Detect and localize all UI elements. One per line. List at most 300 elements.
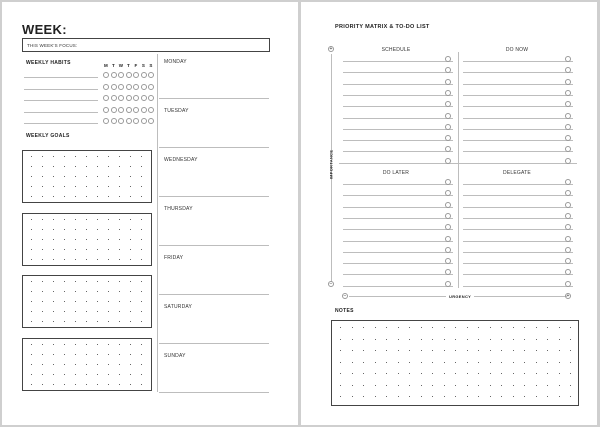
grid-dot <box>141 291 142 292</box>
todo-checkbox[interactable] <box>445 158 451 164</box>
todo-line[interactable] <box>463 72 573 73</box>
grid-dot <box>64 259 65 260</box>
habit-checkbox[interactable] <box>133 84 139 90</box>
grid-dot <box>97 354 98 355</box>
grid-dot <box>478 373 479 374</box>
grid-dot <box>97 249 98 250</box>
day-label-sunday: SUNDAY <box>164 353 186 359</box>
day-bottom-line <box>159 245 269 246</box>
goal-box[interactable] <box>22 338 152 391</box>
grid-dot <box>75 186 76 187</box>
todo-checkbox[interactable] <box>445 236 451 242</box>
grid-dot <box>363 373 364 374</box>
grid-dot <box>75 156 76 157</box>
grid-dot <box>524 350 525 351</box>
todo-line[interactable] <box>463 286 573 287</box>
todo-line[interactable] <box>343 140 453 141</box>
habit-checkbox[interactable] <box>141 72 147 78</box>
habit-checkbox[interactable] <box>126 107 132 113</box>
todo-line[interactable] <box>463 229 573 230</box>
grid-dot <box>86 364 87 365</box>
todo-checkbox[interactable] <box>565 56 571 62</box>
habit-checkbox[interactable] <box>141 107 147 113</box>
todo-line[interactable] <box>463 184 573 185</box>
grid-dot <box>141 281 142 282</box>
grid-dot <box>64 176 65 177</box>
grid-dot <box>141 166 142 167</box>
grid-dot <box>31 301 32 302</box>
grid-dot <box>108 364 109 365</box>
grid-dot <box>130 219 131 220</box>
grid-dot <box>97 196 98 197</box>
grid-dot <box>108 281 109 282</box>
grid-dot <box>53 374 54 375</box>
notes-area[interactable] <box>331 320 579 406</box>
grid-dot <box>490 396 491 397</box>
grid-dot <box>421 362 422 363</box>
todo-line[interactable] <box>463 274 573 275</box>
importance-label: IMPORTANCE <box>328 149 334 180</box>
grid-dot <box>86 229 87 230</box>
grid-dot <box>444 339 445 340</box>
grid-dot <box>478 396 479 397</box>
habit-checkbox[interactable] <box>126 118 132 124</box>
grid-dot <box>108 156 109 157</box>
quadrant-do-later-label: DO LATER <box>382 170 410 176</box>
grid-dot <box>75 219 76 220</box>
grid-dot <box>386 339 387 340</box>
grid-dot <box>130 281 131 282</box>
grid-dot <box>42 156 43 157</box>
day-label-friday: FRIDAY <box>164 255 184 261</box>
habit-checkbox[interactable] <box>118 95 124 101</box>
habit-checkbox[interactable] <box>141 95 147 101</box>
grid-dot <box>570 396 571 397</box>
grid-dot <box>421 350 422 351</box>
grid-dot <box>444 327 445 328</box>
todo-line[interactable] <box>343 118 453 119</box>
grid-dot <box>75 239 76 240</box>
grid-dot <box>108 321 109 322</box>
grid-dot <box>141 176 142 177</box>
todo-line[interactable] <box>463 207 573 208</box>
todo-line[interactable] <box>343 207 453 208</box>
grid-dot <box>97 311 98 312</box>
todo-checkbox[interactable] <box>565 158 571 164</box>
left-page <box>2 2 298 425</box>
grid-dot <box>398 362 399 363</box>
grid-dot <box>97 229 98 230</box>
habit-checkbox[interactable] <box>118 118 124 124</box>
todo-line[interactable] <box>343 195 453 196</box>
todo-checkbox[interactable] <box>445 90 451 96</box>
grid-dot <box>340 373 341 374</box>
grid-dot <box>86 354 87 355</box>
habit-checkbox[interactable] <box>148 72 154 78</box>
grid-dot <box>409 350 410 351</box>
grid-dot <box>86 344 87 345</box>
grid-dot <box>398 385 399 386</box>
todo-checkbox[interactable] <box>565 179 571 185</box>
grid-dot <box>421 396 422 397</box>
grid-dot <box>119 344 120 345</box>
grid-dot <box>86 186 87 187</box>
grid-dot <box>375 385 376 386</box>
grid-dot <box>97 344 98 345</box>
grid-dot <box>130 249 131 250</box>
grid-dot <box>432 339 433 340</box>
matrix-vertical-divider <box>458 52 459 288</box>
grid-dot <box>352 373 353 374</box>
todo-line[interactable] <box>343 218 453 219</box>
grid-dot <box>501 373 502 374</box>
grid-dot <box>64 291 65 292</box>
grid-dot <box>119 291 120 292</box>
todo-checkbox[interactable] <box>445 56 451 62</box>
grid-dot <box>119 156 120 157</box>
todo-checkbox[interactable] <box>445 124 451 130</box>
todo-checkbox[interactable] <box>565 113 571 119</box>
todo-checkbox[interactable] <box>565 236 571 242</box>
weekly-focus-label: THIS WEEK'S FOCUS: <box>27 43 78 48</box>
grid-dot <box>467 350 468 351</box>
grid-dot <box>570 362 571 363</box>
grid-dot <box>570 373 571 374</box>
grid-dot <box>75 364 76 365</box>
grid-dot <box>119 374 120 375</box>
grid-dot <box>478 362 479 363</box>
grid-dot <box>421 385 422 386</box>
habit-checkbox[interactable] <box>111 107 117 113</box>
grid-dot <box>130 344 131 345</box>
todo-line[interactable] <box>463 163 573 164</box>
grid-dot <box>42 239 43 240</box>
todo-line[interactable] <box>463 84 573 85</box>
grid-dot <box>467 339 468 340</box>
goal-box[interactable] <box>22 213 152 266</box>
grid-dot <box>141 229 142 230</box>
grid-dot <box>119 239 120 240</box>
grid-dot <box>42 364 43 365</box>
day-bottom-line <box>159 98 269 99</box>
todo-line[interactable] <box>463 61 573 62</box>
grid-dot <box>455 362 456 363</box>
grid-dot <box>340 327 341 328</box>
grid-dot <box>97 166 98 167</box>
grid-dot <box>559 362 560 363</box>
grid-dot <box>75 384 76 385</box>
todo-line[interactable] <box>343 106 453 107</box>
grid-dot <box>53 354 54 355</box>
todo-line[interactable] <box>463 263 573 264</box>
grid-dot <box>141 311 142 312</box>
grid-dot <box>467 362 468 363</box>
grid-dot <box>547 373 548 374</box>
grid-dot <box>141 259 142 260</box>
grid-dot <box>42 321 43 322</box>
grid-dot <box>31 176 32 177</box>
habit-checkbox[interactable] <box>103 118 109 124</box>
grid-dot <box>501 339 502 340</box>
todo-line[interactable] <box>343 72 453 73</box>
grid-dot <box>467 396 468 397</box>
weekday-letter: F <box>134 63 138 68</box>
grid-dot <box>108 384 109 385</box>
goal-box[interactable] <box>22 275 152 328</box>
grid-dot <box>130 229 131 230</box>
todo-checkbox[interactable] <box>445 202 451 208</box>
habit-checkbox[interactable] <box>126 95 132 101</box>
habit-checkbox[interactable] <box>118 84 124 90</box>
todo-line[interactable] <box>343 95 453 96</box>
grid-dot <box>119 384 120 385</box>
habit-checkbox[interactable] <box>133 95 139 101</box>
habit-checkbox[interactable] <box>111 84 117 90</box>
habit-checkbox[interactable] <box>111 118 117 124</box>
todo-checkbox[interactable] <box>565 213 571 219</box>
todo-line[interactable] <box>463 195 573 196</box>
grid-dot <box>375 327 376 328</box>
urgency-plus-icon: + <box>566 293 570 299</box>
todo-checkbox[interactable] <box>565 79 571 85</box>
habit-checkbox[interactable] <box>148 84 154 90</box>
day-label-tuesday: TUESDAY <box>164 108 189 114</box>
weekly-focus-field[interactable] <box>22 38 270 52</box>
todo-checkbox[interactable] <box>445 113 451 119</box>
grid-dot <box>501 385 502 386</box>
grid-dot <box>455 339 456 340</box>
habit-checkbox[interactable] <box>118 72 124 78</box>
habit-checkbox[interactable] <box>103 84 109 90</box>
todo-checkbox[interactable] <box>565 202 571 208</box>
todo-line[interactable] <box>343 252 453 253</box>
habit-checkbox[interactable] <box>133 107 139 113</box>
todo-checkbox[interactable] <box>445 281 451 287</box>
grid-dot <box>570 339 571 340</box>
grid-dot <box>42 281 43 282</box>
todo-line[interactable] <box>343 151 453 152</box>
grid-dot <box>86 196 87 197</box>
todo-checkbox[interactable] <box>445 79 451 85</box>
grid-dot <box>559 339 560 340</box>
todo-line[interactable] <box>463 106 573 107</box>
grid-dot <box>352 327 353 328</box>
habit-checkbox[interactable] <box>126 72 132 78</box>
grid-dot <box>478 385 479 386</box>
habit-checkbox[interactable] <box>133 118 139 124</box>
todo-checkbox[interactable] <box>565 247 571 253</box>
grid-dot <box>53 196 54 197</box>
habit-checkbox[interactable] <box>148 107 154 113</box>
grid-dot <box>375 350 376 351</box>
weekly-goals-label: WEEKLY GOALS <box>26 133 70 139</box>
grid-dot <box>31 229 32 230</box>
grid-dot <box>75 281 76 282</box>
grid-dot <box>386 327 387 328</box>
todo-line[interactable] <box>343 129 453 130</box>
grid-dot <box>42 229 43 230</box>
todo-line[interactable] <box>463 252 573 253</box>
day-divider <box>157 54 158 392</box>
grid-dot <box>42 374 43 375</box>
grid-dot <box>130 196 131 197</box>
grid-dot <box>130 321 131 322</box>
habit-line[interactable] <box>24 89 98 90</box>
grid-dot <box>53 291 54 292</box>
grid-dot <box>75 176 76 177</box>
grid-dot <box>141 301 142 302</box>
grid-dot <box>86 291 87 292</box>
grid-dot <box>141 196 142 197</box>
grid-dot <box>375 373 376 374</box>
grid-dot <box>31 186 32 187</box>
grid-dot <box>130 186 131 187</box>
grid-dot <box>64 229 65 230</box>
todo-line[interactable] <box>343 184 453 185</box>
grid-dot <box>130 354 131 355</box>
grid-dot <box>42 259 43 260</box>
habit-checkbox[interactable] <box>118 107 124 113</box>
habit-checkbox[interactable] <box>103 72 109 78</box>
todo-checkbox[interactable] <box>445 213 451 219</box>
grid-dot <box>501 362 502 363</box>
todo-line[interactable] <box>343 229 453 230</box>
grid-dot <box>31 354 32 355</box>
todo-line[interactable] <box>343 263 453 264</box>
grid-dot <box>455 396 456 397</box>
notes-label: NOTES <box>335 308 354 314</box>
grid-dot <box>432 385 433 386</box>
grid-dot <box>421 373 422 374</box>
grid-dot <box>64 156 65 157</box>
grid-dot <box>97 384 98 385</box>
grid-dot <box>64 219 65 220</box>
habit-line[interactable] <box>24 100 98 101</box>
habit-line[interactable] <box>24 123 98 124</box>
habit-line[interactable] <box>24 112 98 113</box>
grid-dot <box>75 374 76 375</box>
grid-dot <box>501 396 502 397</box>
todo-line[interactable] <box>343 61 453 62</box>
grid-dot <box>31 321 32 322</box>
todo-line[interactable] <box>463 129 573 130</box>
todo-line[interactable] <box>463 140 573 141</box>
grid-dot <box>64 196 65 197</box>
todo-checkbox[interactable] <box>445 247 451 253</box>
habit-checkbox[interactable] <box>103 107 109 113</box>
todo-line[interactable] <box>343 163 453 164</box>
grid-dot <box>490 373 491 374</box>
grid-dot <box>398 350 399 351</box>
grid-dot <box>64 354 65 355</box>
grid-dot <box>478 339 479 340</box>
grid-dot <box>31 281 32 282</box>
grid-dot <box>490 350 491 351</box>
grid-dot <box>363 362 364 363</box>
grid-dot <box>130 291 131 292</box>
grid-dot <box>86 156 87 157</box>
goal-box[interactable] <box>22 150 152 203</box>
grid-dot <box>141 321 142 322</box>
todo-checkbox[interactable] <box>565 90 571 96</box>
importance-minus-icon: − <box>329 281 333 287</box>
grid-dot <box>559 350 560 351</box>
todo-line[interactable] <box>463 95 573 96</box>
todo-line[interactable] <box>343 241 453 242</box>
grid-dot <box>31 249 32 250</box>
grid-dot <box>455 327 456 328</box>
habit-checkbox[interactable] <box>141 84 147 90</box>
todo-line[interactable] <box>463 218 573 219</box>
grid-dot <box>524 362 525 363</box>
todo-line[interactable] <box>343 286 453 287</box>
todo-line[interactable] <box>463 241 573 242</box>
grid-dot <box>53 229 54 230</box>
grid-dot <box>108 259 109 260</box>
habit-checkbox[interactable] <box>141 118 147 124</box>
grid-dot <box>524 327 525 328</box>
grid-dot <box>130 259 131 260</box>
grid-dot <box>444 396 445 397</box>
grid-dot <box>97 364 98 365</box>
habit-checkbox[interactable] <box>111 72 117 78</box>
todo-checkbox[interactable] <box>565 124 571 130</box>
grid-dot <box>340 385 341 386</box>
grid-dot <box>75 229 76 230</box>
grid-dot <box>490 362 491 363</box>
urgency-label: URGENCY <box>446 294 474 299</box>
grid-dot <box>86 176 87 177</box>
habit-checkbox[interactable] <box>111 95 117 101</box>
urgency-minus-icon: − <box>343 293 347 299</box>
grid-dot <box>421 327 422 328</box>
todo-checkbox[interactable] <box>445 179 451 185</box>
habit-checkbox[interactable] <box>103 95 109 101</box>
grid-dot <box>478 350 479 351</box>
grid-dot <box>53 219 54 220</box>
grid-dot <box>570 385 571 386</box>
habit-checkbox[interactable] <box>148 95 154 101</box>
habit-checkbox[interactable] <box>148 118 154 124</box>
grid-dot <box>75 196 76 197</box>
habit-line[interactable] <box>24 77 98 78</box>
habit-checkbox[interactable] <box>126 84 132 90</box>
grid-dot <box>398 327 399 328</box>
grid-dot <box>64 321 65 322</box>
grid-dot <box>42 311 43 312</box>
habit-checkbox[interactable] <box>133 72 139 78</box>
grid-dot <box>421 339 422 340</box>
weekday-letter: T <box>111 63 116 68</box>
todo-line[interactable] <box>343 274 453 275</box>
grid-dot <box>108 186 109 187</box>
grid-dot <box>524 396 525 397</box>
todo-checkbox[interactable] <box>565 281 571 287</box>
grid-dot <box>130 239 131 240</box>
grid-dot <box>53 259 54 260</box>
grid-dot <box>42 344 43 345</box>
grid-dot <box>53 364 54 365</box>
grid-dot <box>42 219 43 220</box>
grid-dot <box>64 186 65 187</box>
todo-line[interactable] <box>463 151 573 152</box>
grid-dot <box>536 327 537 328</box>
grid-dot <box>53 156 54 157</box>
grid-dot <box>119 364 120 365</box>
todo-line[interactable] <box>343 84 453 85</box>
todo-line[interactable] <box>463 118 573 119</box>
grid-dot <box>141 364 142 365</box>
